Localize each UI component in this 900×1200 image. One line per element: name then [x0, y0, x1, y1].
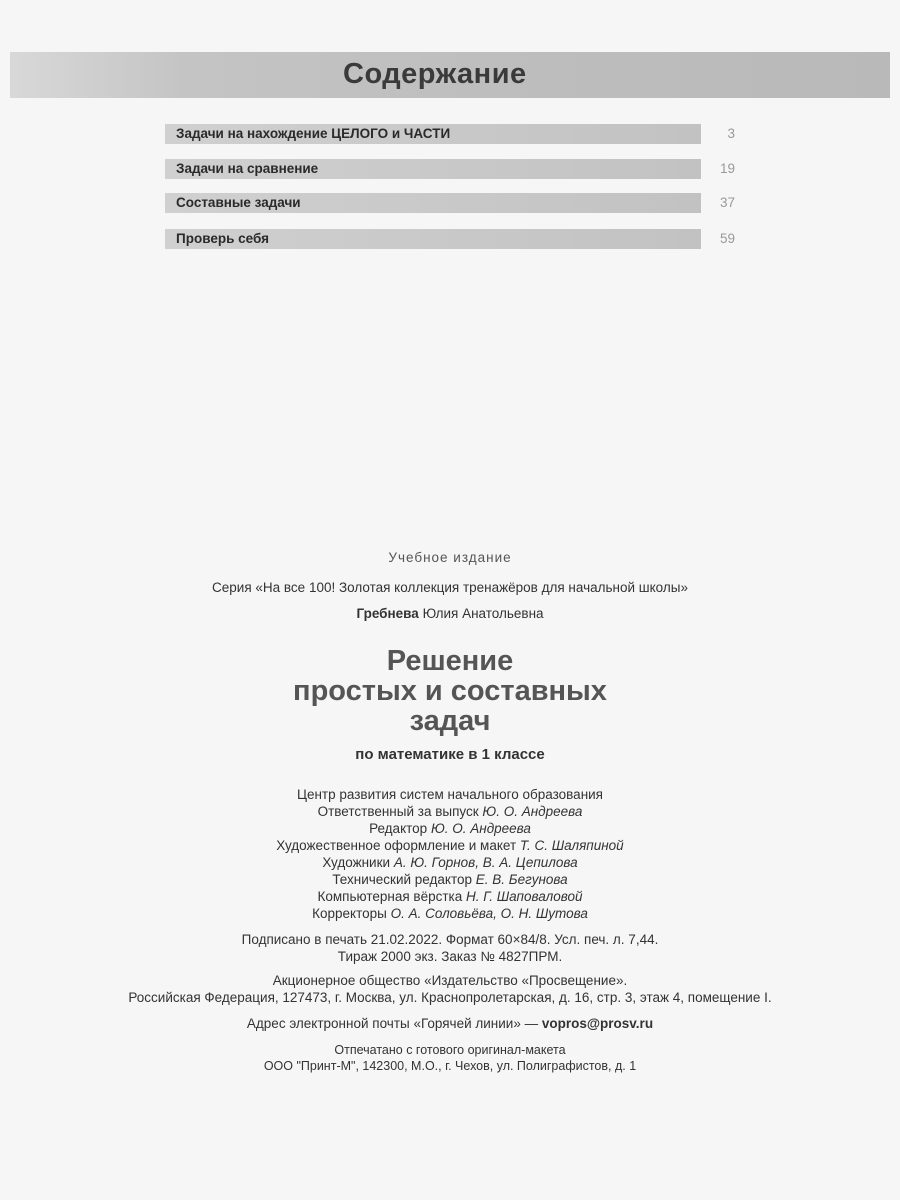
contents-title: Содержание — [343, 58, 527, 90]
credit-line — [0, 906, 900, 921]
center: Центр развития систем начального образования — [296, 787, 603, 802]
credit-name: О. А. Соловьёва, О. Н. Шутова — [390, 906, 588, 921]
toc-page: 59 — [719, 231, 735, 246]
hotline — [0, 1016, 900, 1031]
author — [0, 606, 900, 621]
toc-page: 37 — [719, 195, 735, 210]
credit-line — [0, 838, 900, 853]
print-line-1: Подписано в печать 21.02.2022. Формат 60×84/8. Усл. печ. л. 7,44. — [241, 932, 659, 947]
credit-role: Технический редактор — [332, 872, 472, 887]
author-surname: Гребнева — [356, 606, 419, 621]
credit-name: Ю. О. Андреева — [482, 804, 583, 819]
toc-item[interactable] — [165, 229, 735, 249]
credit-line — [0, 855, 900, 870]
toc-item[interactable] — [165, 193, 735, 213]
credit-line — [0, 821, 900, 836]
credit-role: Художники — [322, 855, 391, 870]
toc-label: Составные задачи — [176, 195, 301, 210]
printed-1: Отпечатано с готового оригинал-макета — [334, 1043, 566, 1057]
credit-name: Е. В. Бегунова — [475, 872, 568, 887]
toc-label: Проверь себя — [176, 231, 269, 246]
toc-page: 19 — [719, 161, 735, 176]
book-title-3: задач — [409, 705, 491, 737]
book-title-2: простых и составных — [293, 675, 607, 707]
toc-item[interactable] — [165, 159, 735, 179]
toc-label: Задачи на сравнение — [176, 161, 319, 176]
hotline-email[interactable]: vopros@prosv.ru — [541, 1016, 654, 1031]
toc-page: 3 — [727, 126, 735, 141]
toc-label: Задачи на нахождение ЦЕЛОГО и ЧАСТИ — [176, 126, 451, 141]
credit-role: Корректоры — [312, 906, 387, 921]
edition-type: Учебное издание — [388, 550, 512, 565]
credit-line — [0, 889, 900, 904]
toc-item[interactable] — [165, 124, 735, 144]
hotline-label: Адрес электронной почты «Горячей линии» — — [246, 1016, 539, 1031]
credit-role: Ответственный за выпуск — [317, 804, 479, 819]
credit-name: Н. Г. Шаповаловой — [466, 889, 583, 904]
author-name: Юлия Анатольевна — [422, 606, 544, 621]
printed-2: ООО "Принт-М", 142300, М.О., г. Чехов, ул. Полиграфистов, д. 1 — [263, 1059, 637, 1073]
publisher: Акционерное общество «Издательство «Просвещение». — [272, 973, 628, 988]
credit-line — [0, 872, 900, 887]
credit-role: Художественное оформление и макет — [276, 838, 517, 853]
credit-name: Ю. О. Андреева — [430, 821, 531, 836]
series: Серия «На все 100! Золотая коллекция тренажёров для начальной школы» — [212, 580, 688, 595]
credit-role: Редактор — [369, 821, 428, 836]
contents-header-bar — [10, 52, 890, 98]
book-title-1: Решение — [386, 645, 514, 677]
credit-role: Компьютерная вёрстка — [317, 889, 463, 904]
credit-line — [0, 804, 900, 819]
address: Российская Федерация, 127473, г. Москва, ул. Краснопролетарская, д. 16, стр. 3, этаж 4, помещение I. — [128, 990, 772, 1005]
credit-name: А. Ю. Горнов, В. А. Цепилова — [393, 855, 578, 870]
print-line-2: Тираж 2000 экз. Заказ № 4827ПРМ. — [337, 949, 563, 964]
subtitle: по математике в 1 классе — [355, 746, 545, 763]
credit-name: Т. С. Шаляпиной — [519, 838, 624, 853]
